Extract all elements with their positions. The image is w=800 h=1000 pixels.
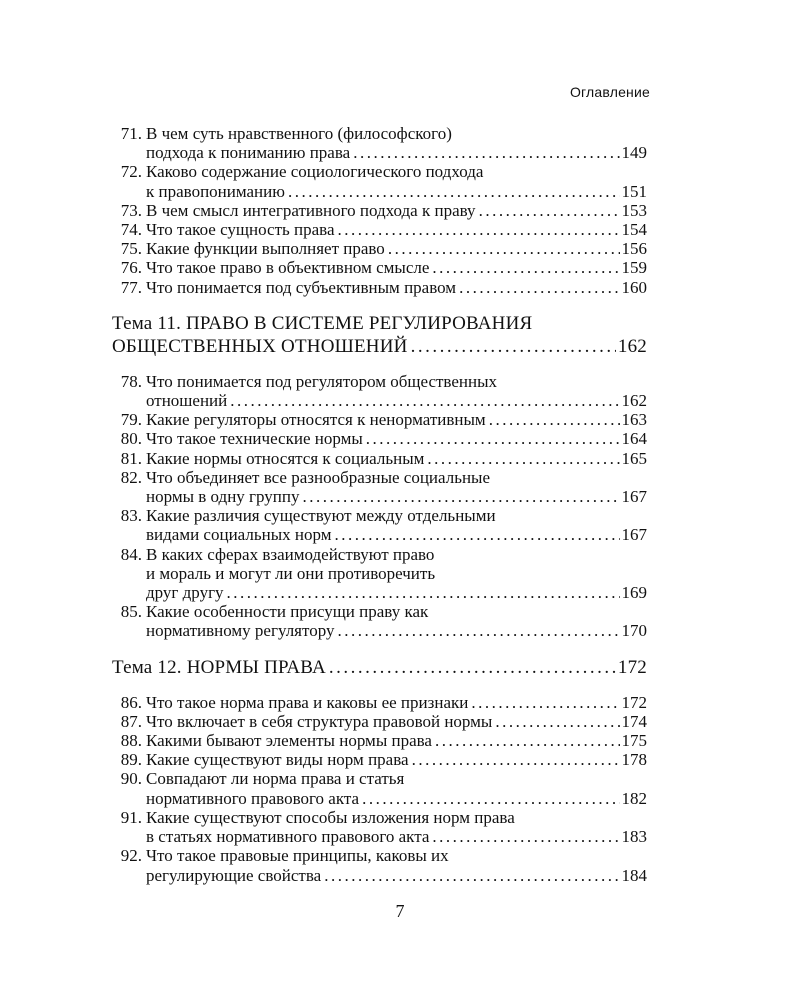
dot-leader: [459, 278, 619, 297]
toc-entry-title: Какие регуляторы относятся к ненормативным: [146, 410, 486, 430]
toc-question-entry[interactable]: [112, 602, 647, 640]
toc-entry-title-line: Какие различия существуют между отдельными: [146, 506, 496, 526]
toc-entry-body: [146, 545, 647, 603]
toc-question-entry[interactable]: [112, 545, 647, 603]
toc-question-entry[interactable]: [112, 693, 647, 712]
toc-entry-title-line: В чем суть нравственного (философского): [146, 124, 452, 143]
toc-entry-body: [146, 220, 647, 239]
toc-entry-number: 89.: [120, 750, 142, 770]
toc-entry-body: [146, 506, 647, 544]
toc-entry-last-line: [146, 429, 647, 448]
toc-question-entry[interactable]: [112, 468, 647, 506]
toc-entry-title-line: и мораль и могут ли они противоречить: [146, 563, 436, 583]
toc-entry-last-line: [146, 583, 647, 602]
dot-leader: [288, 182, 620, 201]
toc-entry-last-line: [146, 182, 647, 201]
toc-entry-body: [146, 693, 647, 712]
dot-leader: [432, 827, 619, 846]
toc-question-entry[interactable]: [112, 278, 647, 297]
toc-entry-number: 84.: [120, 544, 142, 564]
toc-entry-number: 80.: [120, 429, 142, 449]
toc-entry-body: [112, 312, 647, 358]
toc-page-number[interactable]: 175: [621, 731, 647, 751]
toc-entry-number: 86.: [120, 692, 142, 712]
toc-entry-title: Какие функции выполняет право: [146, 239, 385, 259]
toc-page-number[interactable]: 167: [621, 487, 647, 507]
toc-page-number[interactable]: 174: [621, 711, 647, 731]
toc-entry-title: Что такое право в объективном смысле: [146, 258, 430, 278]
toc-question-entry[interactable]: [112, 162, 647, 200]
toc-entry-last-line: [146, 220, 647, 239]
toc-entry-body: [146, 429, 647, 448]
toc-entry-title-line: Совпадают ли норма права и статья: [146, 769, 405, 789]
toc-entry-body: [146, 468, 647, 506]
toc-question-entry[interactable]: [112, 372, 647, 410]
dot-leader: [427, 449, 619, 468]
dot-leader: [479, 201, 620, 220]
toc-entry-title: нормативного правового акта: [146, 788, 360, 808]
dot-leader: [334, 525, 619, 544]
toc-entry-body: [146, 449, 647, 468]
dot-leader: [338, 220, 620, 239]
toc-question-entry[interactable]: [112, 731, 647, 750]
toc-entry-number: 85.: [120, 602, 142, 622]
toc-question-entry[interactable]: [112, 712, 647, 731]
dot-leader: [303, 487, 620, 506]
toc-entry-body: [146, 602, 647, 640]
toc-entry-last-line: [146, 712, 647, 731]
toc-entry-number: 77.: [120, 277, 142, 297]
toc-entry-number: 87.: [120, 711, 142, 731]
toc-page-number[interactable]: 182: [621, 788, 647, 808]
toc-entry-title: В чем смысл интегративного подхода к праву: [146, 200, 476, 220]
toc-entry-body: [146, 258, 647, 277]
toc-entry-last-line: [146, 693, 647, 712]
toc-page-number[interactable]: 162: [617, 335, 647, 357]
toc-entry-last-line: [146, 789, 647, 808]
toc-entry-title-line: Какие особенности присущи праву как: [146, 602, 429, 622]
toc-question-entry[interactable]: [112, 769, 647, 807]
toc-question-entry[interactable]: [112, 410, 647, 429]
toc-entry-last-line: [146, 449, 647, 468]
toc-question-entry[interactable]: [112, 808, 647, 846]
toc-entry-last-line: [146, 827, 647, 846]
toc-question-entry[interactable]: [112, 124, 647, 162]
toc-entry-last-line: [112, 335, 647, 358]
toc-entry-last-line: [146, 731, 647, 750]
dot-leader: [388, 239, 620, 258]
toc-entry-body: [146, 201, 647, 220]
toc-entry-body: [146, 750, 647, 769]
toc-entry-body: [146, 239, 647, 258]
toc-page-number[interactable]: 167: [621, 525, 647, 545]
toc-entry-body: [146, 808, 647, 846]
toc-entry-last-line: [146, 525, 647, 544]
toc-entry-number: 82.: [120, 467, 142, 487]
toc-entry-title-line: Что объединяет все разнообразные социальные: [146, 467, 491, 487]
toc-page-number[interactable]: 172: [617, 656, 647, 678]
toc-entry-title: Что понимается под субъективным правом: [146, 277, 457, 297]
toc-page-number[interactable]: 149: [621, 143, 647, 163]
toc-entry-number: 76.: [120, 258, 142, 278]
toc-entry-body: [146, 278, 647, 297]
toc-question-entry[interactable]: [112, 750, 647, 769]
toc-entry-number: 92.: [120, 846, 142, 866]
toc-entry-title-line: Тема 11. ПРАВО В СИСТЕМЕ РЕГУЛИРОВАНИЯ: [112, 312, 533, 334]
toc-entry-number: 83.: [120, 506, 142, 526]
dot-leader: [435, 731, 620, 750]
dot-leader: [230, 391, 619, 410]
toc-entry-last-line: [146, 391, 647, 410]
toc-entry-title: регулирующие свойства: [146, 865, 322, 885]
toc-page-number[interactable]: 183: [621, 827, 647, 847]
toc-entry-title: Какие существуют виды норм права: [146, 750, 409, 770]
toc-entry-last-line: [146, 487, 647, 506]
toc-question-entry[interactable]: [112, 449, 647, 468]
toc-question-entry[interactable]: [112, 429, 647, 448]
toc-entry-number: 71.: [120, 124, 142, 143]
dot-leader: [227, 583, 620, 602]
toc-entry-body: [146, 410, 647, 429]
dot-leader: [329, 656, 616, 679]
toc-entry-body: [146, 769, 647, 807]
toc-entry-number: 73.: [120, 200, 142, 220]
dot-leader: [471, 693, 619, 712]
toc-page-number[interactable]: 164: [621, 429, 647, 449]
running-header: Оглавление: [569, 84, 650, 100]
toc-entry-title: к правопониманию: [146, 181, 285, 201]
toc-entry-title-line: Что такое правовые принципы, каковы их: [146, 846, 449, 866]
toc-entry-last-line: [146, 143, 647, 162]
toc-entry-title: нормы в одну группу: [146, 487, 300, 507]
toc-entry-title: отношений: [146, 391, 228, 411]
toc-page-number[interactable]: 165: [621, 448, 647, 468]
toc-question-entry[interactable]: [112, 220, 647, 239]
toc-entry-title-line: Каково содержание социологического подхода: [146, 162, 484, 182]
toc-page-number[interactable]: 160: [621, 277, 647, 297]
dot-leader: [411, 335, 616, 358]
toc-page-number[interactable]: 184: [621, 865, 647, 885]
toc-entry-number: 79.: [120, 410, 142, 430]
toc-question-entry[interactable]: [112, 239, 647, 258]
toc-page-number[interactable]: 163: [621, 410, 647, 430]
toc-entry-number: 75.: [120, 239, 142, 259]
toc-entry-body: [146, 846, 647, 884]
toc-entry-body: [146, 124, 647, 162]
dot-leader: [412, 750, 620, 769]
toc-page-number[interactable]: 156: [621, 239, 647, 259]
toc-entry-body: [146, 712, 647, 731]
toc-question-entry[interactable]: [112, 506, 647, 544]
toc-entry-title: видами социальных норм: [146, 525, 332, 545]
table-of-contents: [112, 124, 647, 885]
toc-entry-title: Что такое технические нормы: [146, 429, 363, 449]
toc-entry-title-line: В каких сферах взаимодействуют право: [146, 544, 435, 564]
toc-question-entry[interactable]: [112, 258, 647, 277]
toc-entry-body: [112, 656, 647, 679]
dot-leader: [362, 789, 619, 808]
toc-entry-title: Тема 12. НОРМЫ ПРАВА: [112, 656, 326, 678]
toc-entry-title: подхода к пониманию права: [146, 143, 351, 163]
toc-topic-entry[interactable]: [112, 312, 647, 358]
toc-page-number[interactable]: 154: [621, 220, 647, 240]
page-number: 7: [395, 901, 405, 921]
toc-entry-title: ОБЩЕСТВЕННЫХ ОТНОШЕНИЙ: [112, 335, 408, 357]
toc-entry-last-line: [146, 866, 647, 885]
toc-page-number[interactable]: 172: [621, 692, 647, 712]
toc-entry-title-line: Что понимается под регулятором общественных: [146, 371, 498, 391]
toc-entry-title: Какие нормы относятся к социальным: [146, 448, 425, 468]
dot-leader: [432, 258, 619, 277]
toc-entry-number: 72.: [120, 162, 142, 182]
toc-entry-body: [146, 731, 647, 750]
toc-question-entry[interactable]: [112, 201, 647, 220]
toc-entry-title: Что такое норма права и каковы ее признаки: [146, 692, 469, 712]
dot-leader: [489, 410, 620, 429]
toc-page-number[interactable]: 178: [621, 750, 647, 770]
toc-entry-last-line: [146, 750, 647, 769]
toc-entry-title: нормативному регулятору: [146, 621, 335, 641]
toc-page-number[interactable]: 162: [621, 391, 647, 411]
toc-entry-last-line: [146, 410, 647, 429]
toc-entry-last-line: [146, 201, 647, 220]
toc-entry-title: друг другу: [146, 583, 224, 603]
toc-entry-title: Что включает в себя структура правовой нормы: [146, 711, 493, 731]
toc-entry-title: в статьях нормативного правового акта: [146, 827, 430, 847]
toc-topic-entry[interactable]: [112, 656, 647, 679]
toc-page-number[interactable]: 159: [621, 258, 647, 278]
toc-entry-number: 78.: [120, 371, 142, 391]
toc-entry-number: 81.: [120, 448, 142, 468]
toc-entry-number: 88.: [120, 731, 142, 751]
toc-entry-number: 91.: [120, 807, 142, 827]
dot-leader: [366, 429, 620, 448]
toc-entry-number: 90.: [120, 769, 142, 789]
dot-leader: [324, 866, 619, 885]
toc-entry-last-line: [112, 656, 647, 679]
toc-entry-body: [146, 372, 647, 410]
toc-entry-last-line: [146, 621, 647, 640]
toc-page-number[interactable]: 170: [621, 621, 647, 641]
toc-entry-title: Что такое сущность права: [146, 220, 335, 240]
dot-leader: [353, 143, 619, 162]
dot-leader: [337, 621, 619, 640]
dot-leader: [495, 712, 619, 731]
toc-entry-last-line: [146, 239, 647, 258]
toc-entry-body: [146, 162, 647, 200]
toc-entry-title-line: Какие существуют способы изложения норм права: [146, 807, 515, 827]
toc-question-entry[interactable]: [112, 846, 647, 884]
toc-entry-last-line: [146, 258, 647, 277]
toc-page-number[interactable]: 169: [621, 583, 647, 603]
toc-page-number[interactable]: 153: [621, 200, 647, 220]
toc-entry-title: Какими бывают элементы нормы права: [146, 731, 432, 751]
toc-entry-last-line: [146, 278, 647, 297]
toc-entry-number: 74.: [120, 220, 142, 240]
toc-page-number[interactable]: 151: [621, 181, 647, 201]
